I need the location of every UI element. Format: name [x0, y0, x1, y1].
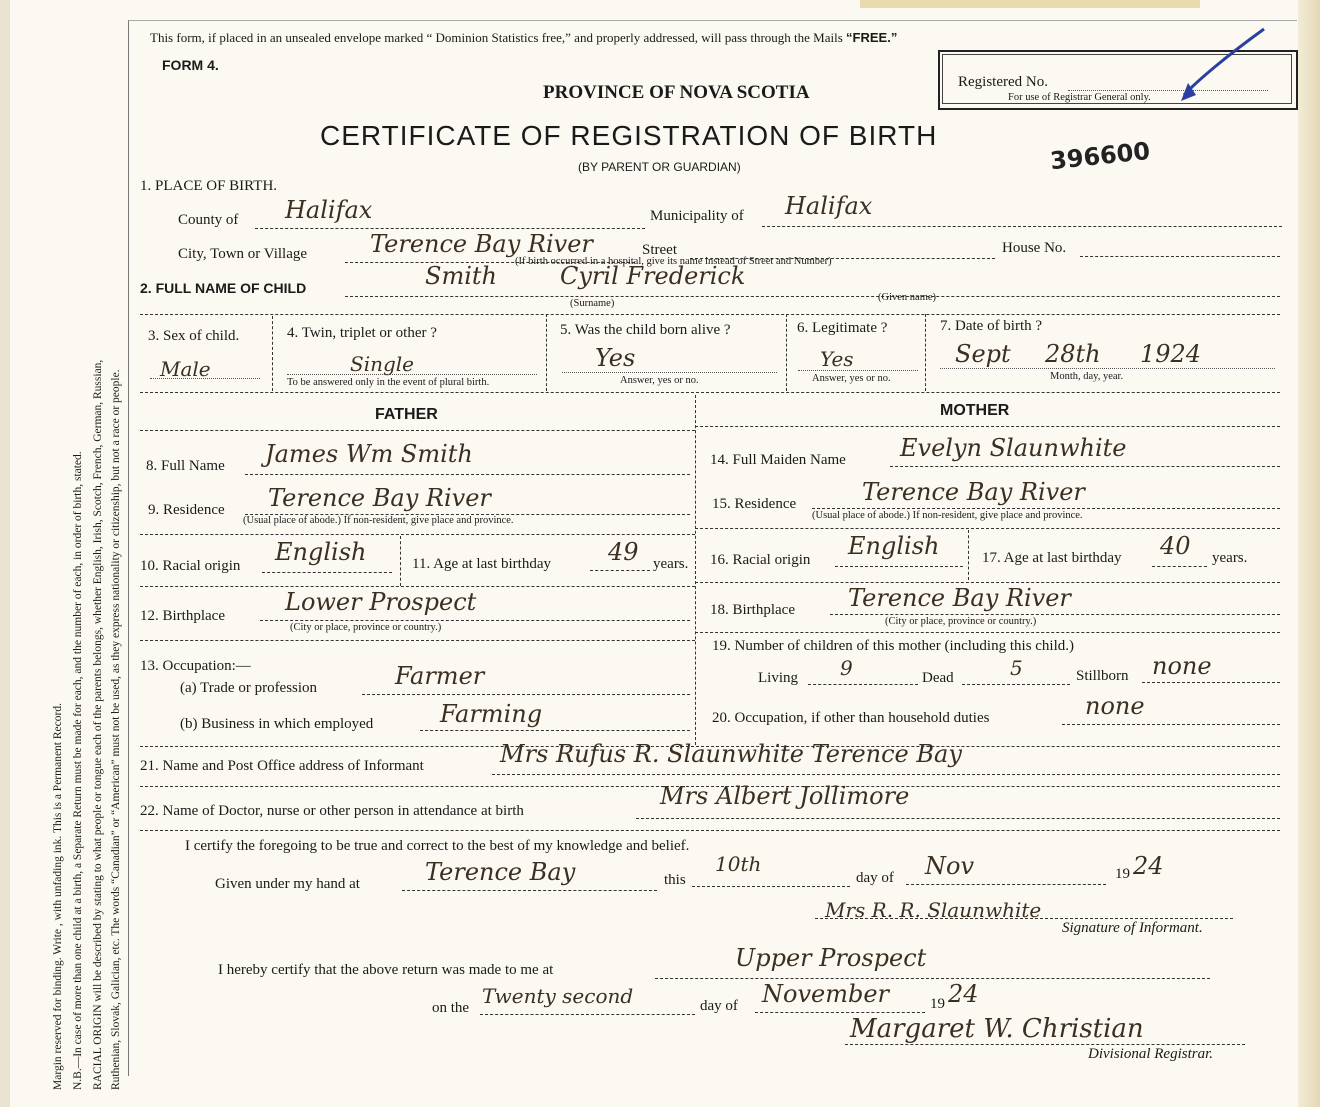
county-value: Halifax	[285, 196, 373, 224]
hospital-note: (If birth occurred in a hospital, give its name instead of Street and Number)	[515, 256, 832, 267]
sidebar-note-2: N.B.—In case of more than one child at a birth, a Separate Return must be made for each, and the number of each, in order of birth, stated.	[72, 451, 84, 1090]
page-title: CERTIFICATE OF REGISTRATION OF BIRTH	[320, 120, 938, 151]
surname-note: (Surname)	[570, 298, 615, 309]
registrar-month: November	[762, 980, 890, 1008]
alive-label: 5. Was the child born alive ?	[560, 322, 731, 338]
doctor-label: 22. Name of Doctor, nurse or other person in attendance at birth	[140, 803, 524, 819]
legitimate-value: Yes	[820, 347, 854, 371]
father-occupation-label: 13. Occupation:—	[140, 658, 251, 674]
certify-day: 10th	[715, 852, 762, 876]
mother-heading: MOTHER	[940, 402, 1010, 419]
sidebar-note-4: Ruthenian, Slovak, Galician, etc. The words “Canadian” or “American” must not be used, as they express nationality or citizenship, but not a race or people.	[110, 369, 122, 1090]
municipality-value: Halifax	[785, 192, 873, 220]
father-business: Farming	[440, 700, 543, 728]
living-label: Living	[758, 670, 798, 686]
city-label: City, Town or Village	[178, 246, 308, 262]
day-of-label: day of	[856, 870, 894, 886]
father-age: 49	[608, 538, 639, 566]
father-birthplace-label: 12. Birthplace	[140, 608, 225, 624]
place-of-birth-label: 1. PLACE OF BIRTH.	[140, 178, 278, 194]
father-years: years.	[653, 556, 689, 572]
binding-edge	[0, 0, 10, 1107]
stillborn-value: none	[1152, 652, 1212, 680]
city-value: Terence Bay River	[370, 230, 593, 258]
informant-label: 21. Name and Post Office address of Informant	[140, 758, 424, 774]
sex-label: 3. Sex of child.	[148, 328, 240, 344]
form-number: FORM 4.	[162, 57, 219, 73]
mother-years: years.	[1212, 550, 1248, 566]
mother-residence-label: 15. Residence	[712, 496, 797, 512]
legitimate-note: Answer, yes or no.	[812, 373, 891, 384]
mother-occupation: none	[1085, 692, 1145, 720]
mother-occupation-label: 20. Occupation, if other than household duties	[712, 710, 990, 726]
informant-value: Mrs Rufus R. Slaunwhite Terence Bay	[500, 740, 962, 768]
father-residence-note: (Usual place of abode.) If non-resident, give place and province.	[243, 515, 514, 526]
doctor-value: Mrs Albert Jollimore	[660, 782, 910, 810]
sex-value: Male	[160, 357, 211, 381]
stillborn-label: Stillborn	[1076, 668, 1129, 684]
dead-label: Dead	[922, 670, 954, 686]
municipality-label: Municipality of	[650, 208, 744, 224]
registrar-only-note: For use of Registrar General only.	[1008, 92, 1151, 103]
registrar-text: I hereby certify that the above return was made to me at	[218, 962, 554, 978]
stamp-number: 396600	[1048, 136, 1152, 176]
mother-residence-note: (Usual place of abode.) If non-resident, give place and province.	[812, 510, 1083, 521]
father-birthplace: Lower Prospect	[285, 588, 477, 616]
living-value: 9	[840, 656, 853, 680]
paper-stain	[860, 0, 1200, 8]
father-residence: Terence Bay River	[268, 484, 491, 512]
province-heading: PROVINCE OF NOVA SCOTIA	[543, 82, 810, 103]
child-name-label: 2. FULL NAME OF CHILD	[140, 280, 307, 296]
given-under-label: Given under my hand at	[215, 876, 360, 892]
informant-signature-label: Signature of Informant.	[1062, 920, 1203, 936]
trade-label: (a) Trade or profession	[180, 680, 318, 696]
legitimate-label: 6. Legitimate ?	[797, 320, 888, 336]
father-age-label: 11. Age at last birthday	[412, 556, 551, 572]
county-label: County of	[178, 212, 239, 228]
mother-name: Evelyn Slaunwhite	[900, 434, 1127, 462]
twin-label: 4. Twin, triplet or other ?	[287, 325, 437, 341]
house-no-label: House No.	[1002, 240, 1067, 256]
informant-signature: Mrs R. R. Slaunwhite	[825, 898, 1042, 922]
certify-year: 24	[1133, 852, 1164, 880]
father-trade: Farmer	[395, 662, 485, 690]
mail-note: This form, if placed in an unsealed envelope marked “ Dominion Statistics free,” and properly addressed, will pass through the Mails “FREE.”	[150, 30, 898, 45]
alive-value: Yes	[595, 344, 636, 372]
mother-birthplace-label: 18. Birthplace	[710, 602, 795, 618]
children-count-label: 19. Number of children of this mother (including this child.)	[712, 638, 1075, 654]
dob-year: 1924	[1140, 340, 1202, 368]
dob-month: Sept	[955, 340, 1011, 368]
father-name: James Wm Smith	[265, 440, 473, 468]
mother-race: English	[848, 532, 940, 560]
mother-age: 40	[1160, 532, 1191, 560]
given-name-note: (Given name)	[878, 292, 937, 303]
child-surname: Smith	[425, 262, 497, 290]
mother-birthplace: Terence Bay River	[848, 584, 1071, 612]
father-race: English	[275, 538, 367, 566]
father-birthplace-note: (City or place, province or country.)	[290, 622, 442, 633]
father-heading: FATHER	[375, 406, 438, 423]
paper-edge	[1298, 0, 1320, 1107]
twin-note: To be answered only in the event of plural birth.	[287, 377, 490, 388]
sidebar-note-1: Margin reserved for binding. Write , with unfading ink. This is a Permanent Record.	[52, 703, 64, 1090]
given-at-value: Terence Bay	[425, 858, 576, 886]
registrar-signature: Margaret W. Christian	[850, 1014, 1144, 1044]
father-name-label: 8. Full Name	[146, 458, 225, 474]
this-label: this	[664, 872, 686, 888]
father-race-label: 10. Racial origin	[140, 558, 241, 574]
alive-note: Answer, yes or no.	[620, 375, 699, 386]
certify-year-prefix: 19	[1115, 866, 1130, 882]
dob-note: Month, day, year.	[1050, 371, 1124, 382]
mother-birthplace-note: (City or place, province or country.)	[885, 616, 1037, 627]
registrar-year-prefix: 19	[930, 996, 945, 1012]
page-subtitle: (BY PARENT OR GUARDIAN)	[578, 160, 741, 174]
dob-day: 28th	[1045, 340, 1101, 368]
mother-name-label: 14. Full Maiden Name	[710, 452, 846, 468]
certify-text: I certify the foregoing to be true and correct to the best of my knowledge and belief.	[185, 838, 690, 854]
certify-month: Nov	[925, 852, 975, 880]
registered-no-label: Registered No.	[958, 74, 1048, 90]
divisional-registrar-label: Divisional Registrar.	[1088, 1046, 1214, 1062]
father-residence-label: 9. Residence	[148, 502, 225, 518]
registrar-day-of-label: day of	[700, 998, 738, 1014]
registrar-day: Twenty second	[482, 984, 634, 1008]
street-label: Street	[642, 242, 677, 258]
registrar-place: Upper Prospect	[735, 944, 927, 972]
child-given-name: Cyril Frederick	[560, 262, 746, 290]
business-label: (b) Business in which employed	[180, 716, 374, 732]
sidebar-note-3: RACIAL ORIGIN will be described by stating to what people or tongue each of the parents belongs, whether English, Irish, Scotch, French, German, Russian,	[92, 359, 104, 1090]
mother-residence: Terence Bay River	[862, 478, 1085, 506]
on-the-label: on the	[432, 1000, 470, 1016]
dead-value: 5	[1010, 656, 1023, 680]
dob-label: 7. Date of birth ?	[940, 318, 1043, 334]
mother-age-label: 17. Age at last birthday	[982, 550, 1122, 566]
twin-value: Single	[350, 352, 415, 376]
registrar-year: 24	[948, 980, 979, 1008]
mother-race-label: 16. Racial origin	[710, 552, 811, 568]
